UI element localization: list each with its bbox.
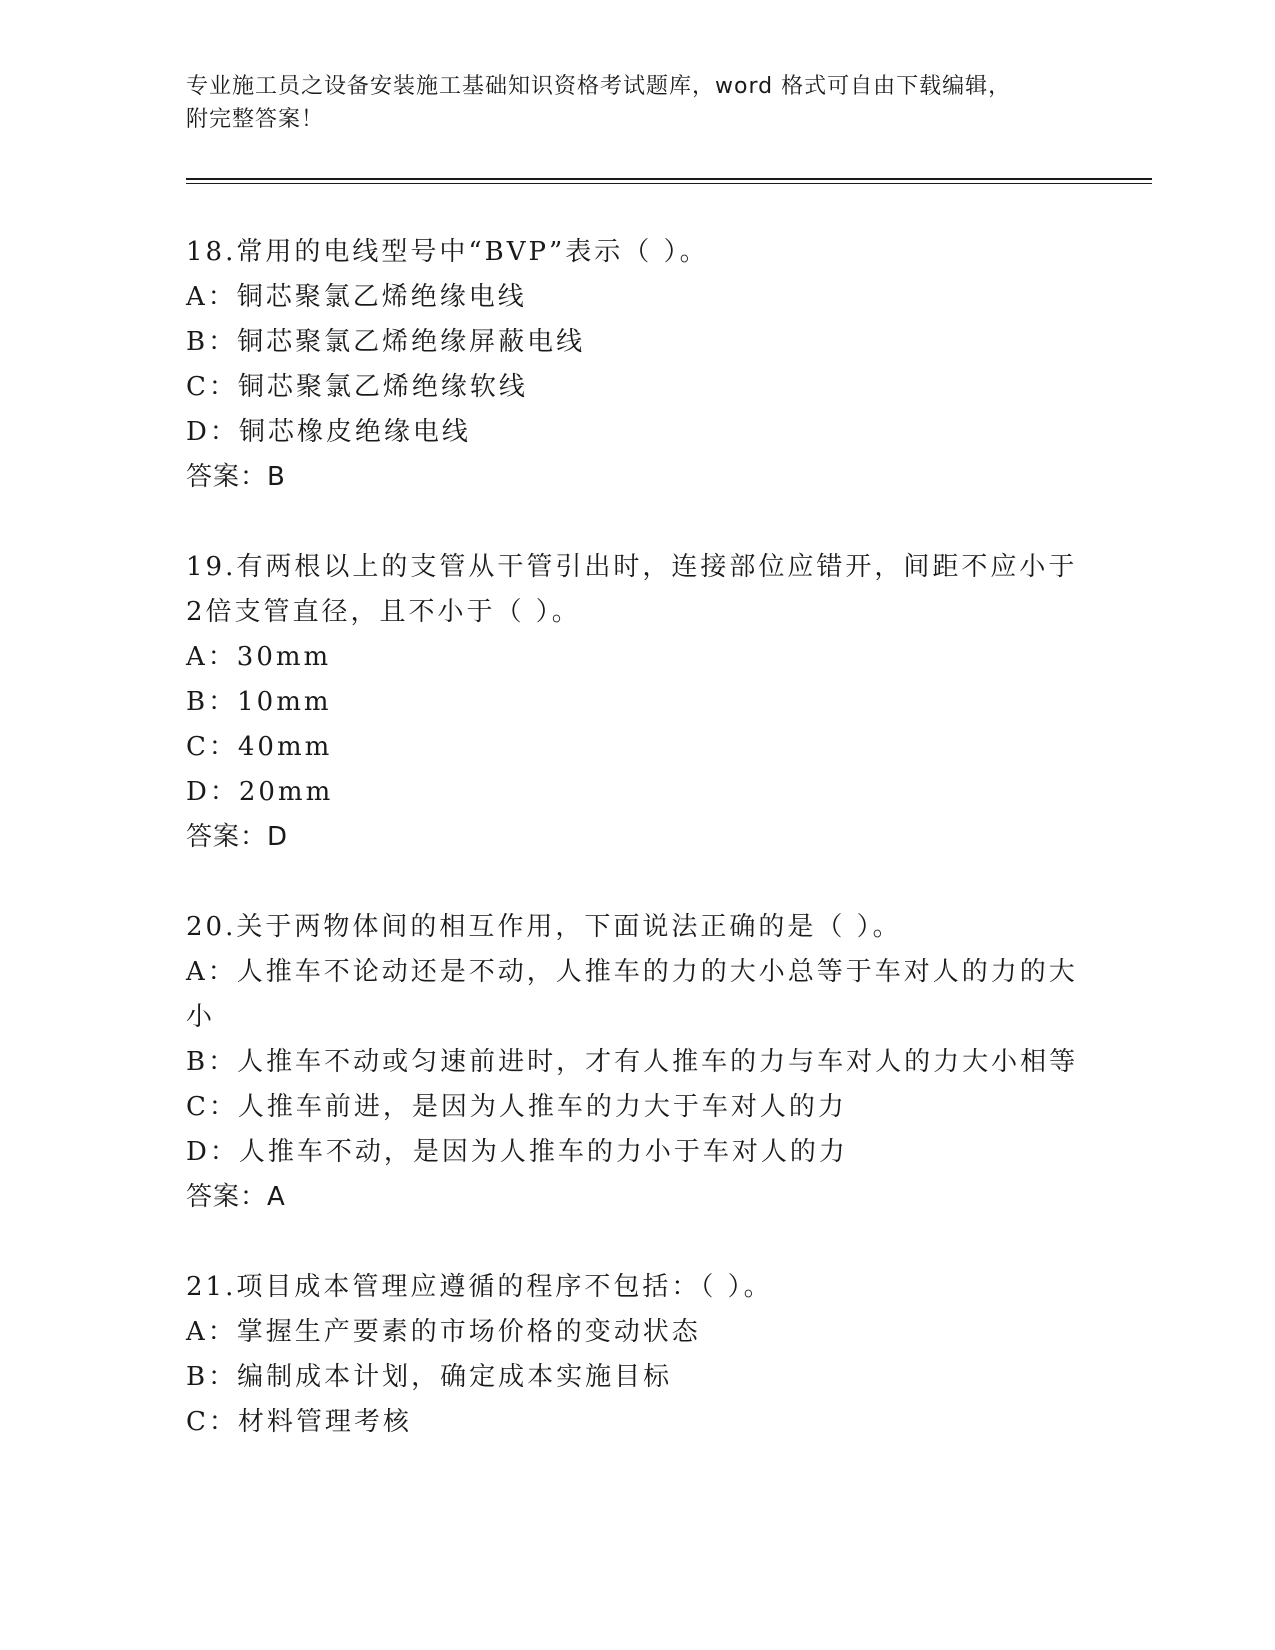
option-b: B：人推车不动或匀速前进时，才有人推车的力与车对人的力大小相等 <box>186 1047 1079 1077</box>
question-19 <box>186 545 1086 860</box>
option-d: D：铜芯橡皮绝缘电线 <box>186 417 471 447</box>
header-line-1: 专业施工员之设备安装施工基础知识资格考试题库，word 格式可自由下载编辑， <box>186 74 1012 99</box>
option-a: A：人推车不论动还是不动，人推车的力的大小总等于车对人的力的大小 <box>186 957 1078 1032</box>
header-divider-thick <box>186 178 1152 180</box>
question-stem: 21.项目成本管理应遵循的程序不包括：（ ）。 <box>186 1272 773 1302</box>
answer-key: 答案：D <box>186 822 289 852</box>
header-divider-thin <box>186 183 1152 184</box>
header-line-2: 附完整答案！ <box>186 107 325 132</box>
question-20 <box>186 905 1086 1220</box>
answer-key: 答案：B <box>186 462 286 492</box>
option-b: B：编制成本计划，确定成本实施目标 <box>186 1362 673 1392</box>
option-b: B：10mm <box>186 687 332 717</box>
question-stem: 19.有两根以上的支管从干管引出时，连接部位应错开，间距不应小于2倍支管直径，且不小于（ ）。 <box>186 552 1078 627</box>
document-header <box>186 70 1086 136</box>
option-c: C：材料管理考核 <box>186 1407 412 1437</box>
option-a: A：掌握生产要素的市场价格的变动状态 <box>186 1317 701 1347</box>
question-stem: 18.常用的电线型号中“BVP”表示（ ）。 <box>186 237 709 267</box>
option-c: C：铜芯聚氯乙烯绝缘软线 <box>186 372 528 402</box>
question-stem: 20.关于两物体间的相互作用，下面说法正确的是（ ）。 <box>186 912 902 942</box>
option-d: D：20mm <box>186 777 334 807</box>
question-list <box>186 230 1086 1490</box>
option-a: A：30mm <box>186 642 332 672</box>
answer-key: 答案：A <box>186 1182 286 1212</box>
option-b: B：铜芯聚氯乙烯绝缘屏蔽电线 <box>186 327 586 357</box>
question-18 <box>186 230 1086 500</box>
question-21 <box>186 1265 1086 1445</box>
option-c: C：人推车前进，是因为人推车的力大于车对人的力 <box>186 1092 847 1122</box>
option-d: D：人推车不动，是因为人推车的力小于车对人的力 <box>186 1137 848 1167</box>
option-c: C：40mm <box>186 732 333 762</box>
option-a: A：铜芯聚氯乙烯绝缘电线 <box>186 282 527 312</box>
